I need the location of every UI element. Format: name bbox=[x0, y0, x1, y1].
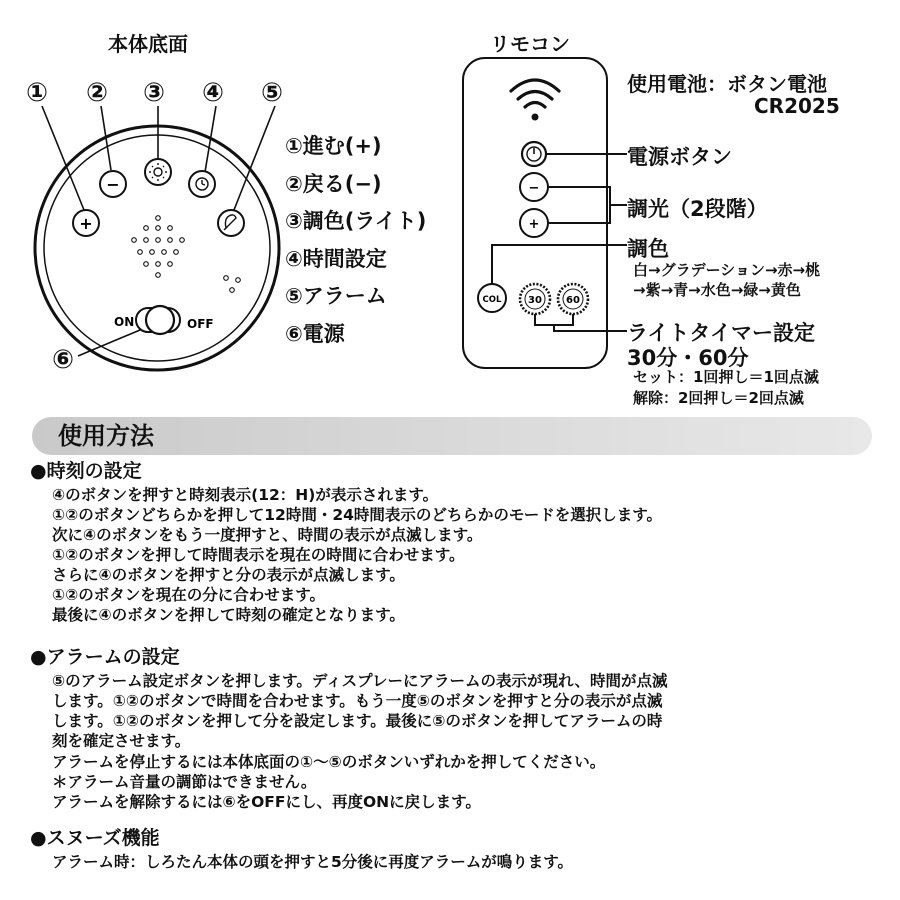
callout-number-1: ① bbox=[26, 78, 49, 108]
time-step-line: ①②のボタンを現在の分に合わせます。 bbox=[52, 586, 326, 604]
legend-item-2: ②戻る(−) bbox=[285, 171, 382, 196]
section-heading-alarm: ●アラームの設定 bbox=[30, 646, 180, 668]
timer-cancel-note: 解除：2回押し＝2回点滅 bbox=[633, 389, 804, 407]
minus-icon: − bbox=[528, 181, 540, 196]
battery-type-label: 使用電池：ボタン電池 bbox=[627, 72, 827, 96]
switch-off-label: OFF bbox=[187, 317, 214, 331]
alarm-step-line: します。①②のボタンを押して分を設定します。最後に⑤のボタンを押してアラームの時 bbox=[52, 712, 663, 730]
battery-model-label: CR2025 bbox=[754, 94, 840, 118]
remote-timer30-button[interactable] bbox=[520, 284, 550, 314]
timer-set-note: セット：1回押し＝1回点滅 bbox=[633, 368, 819, 386]
time-step-line: 最後に④のボタンを押して時刻の確定となります。 bbox=[52, 606, 405, 624]
remote-timer-label: ライトタイマー設定 bbox=[627, 321, 815, 345]
legend-item-1: ①進む(+) bbox=[285, 134, 382, 158]
alarm-button-5[interactable] bbox=[218, 210, 244, 236]
color-button-3[interactable] bbox=[145, 159, 171, 185]
legend-item-5: ⑤アラーム bbox=[285, 284, 387, 308]
col-button-label: COL bbox=[482, 295, 502, 305]
alarm-step-line: 刻を確定させます。 bbox=[52, 732, 191, 750]
legend-item-6: ⑥電源 bbox=[285, 321, 345, 346]
section-heading-snooze: ●スヌーズ機能 bbox=[30, 827, 160, 849]
legend-item-4: ④時間設定 bbox=[285, 246, 387, 271]
legend-item-3: ③調色(ライト) bbox=[285, 209, 427, 233]
usage-title-bar bbox=[32, 417, 872, 455]
alarm-step-line: します。①②のボタンで時間を合わせます。もう一度⑤のボタンを押すと分の表示が点滅 bbox=[52, 692, 663, 710]
callout-number-2: ② bbox=[86, 78, 109, 108]
snooze-step-line: アラーム時：しろたん本体の頭を押すと5分後に再度アラームが鳴ります。 bbox=[52, 853, 574, 871]
timer60-label: 60 bbox=[566, 295, 580, 306]
callout-number-5: ⑤ bbox=[261, 78, 284, 108]
color-sequence-line1: 白→グラデーション→赤→桃 bbox=[633, 261, 821, 279]
body-section-title: 本体底面 bbox=[108, 32, 188, 56]
switch-on-label: ON bbox=[114, 315, 135, 329]
remote-timer60-button[interactable] bbox=[558, 284, 588, 314]
alarm-step-line: アラームを解除するには⑥をOFFにし、再度ONに戻します。 bbox=[52, 793, 481, 811]
remote-power-button[interactable] bbox=[522, 142, 546, 166]
time-step-line: さらに④のボタンを押すと分の表示が点滅します。 bbox=[52, 566, 405, 584]
remote-col-button[interactable] bbox=[478, 284, 506, 312]
body-legend bbox=[285, 128, 426, 353]
time-step-line: ④のボタンを押すと時刻表示(12：H)が表示されます。 bbox=[52, 486, 439, 504]
callout-number-6: ⑥ bbox=[52, 345, 75, 375]
plus-button-1[interactable] bbox=[73, 210, 99, 236]
remote-diagram bbox=[455, 55, 645, 375]
remote-timer-values: 30分・60分 bbox=[627, 346, 749, 370]
time-step-line: 次に④のボタンをもう一度押すと、時間の表示が点滅します。 bbox=[52, 526, 483, 544]
remote-power-label: 電源ボタン bbox=[627, 145, 732, 169]
color-sequence-line2: →紫→青→水色→緑→黄色 bbox=[633, 281, 801, 299]
remote-dim-plus-button[interactable] bbox=[520, 209, 548, 237]
usage-title: 使用方法 bbox=[58, 422, 154, 450]
body-bottom-diagram bbox=[0, 0, 300, 400]
plus-icon: + bbox=[528, 217, 540, 232]
timer30-label: 30 bbox=[528, 295, 542, 306]
plus-icon: + bbox=[79, 214, 93, 233]
time-step-line: ①②のボタンを押して時間表示を現在の時間に合わせます。 bbox=[52, 546, 465, 564]
remote-dimmer-label: 調光（2段階） bbox=[627, 197, 768, 221]
section-heading-time: ●時刻の設定 bbox=[30, 460, 142, 482]
minus-icon: − bbox=[106, 175, 120, 194]
alarm-step-line: アラームを停止するには本体底面の①〜⑤のボタンいずれかを押してください。 bbox=[52, 753, 606, 771]
minus-button-2[interactable] bbox=[100, 171, 126, 197]
alarm-step-line: ＊アラーム音量の調節はできません。 bbox=[52, 773, 317, 791]
remote-section-title: リモコン bbox=[490, 32, 570, 56]
time-button-4[interactable] bbox=[189, 171, 215, 197]
callout-number-3: ③ bbox=[143, 78, 166, 108]
remote-dim-minus-button[interactable] bbox=[520, 173, 548, 201]
power-switch-6[interactable] bbox=[136, 306, 180, 334]
alarm-step-line: ⑤のアラーム設定ボタンを押します。ディスプレーにアラームの表示が現れ、時間が点滅 bbox=[52, 672, 668, 690]
remote-color-label: 調色 bbox=[627, 237, 669, 261]
time-step-line: ①②のボタンどちらかを押して12時間・24時間表示のどちらかのモードを選択します。 bbox=[52, 506, 663, 524]
callout-number-4: ④ bbox=[202, 78, 225, 108]
